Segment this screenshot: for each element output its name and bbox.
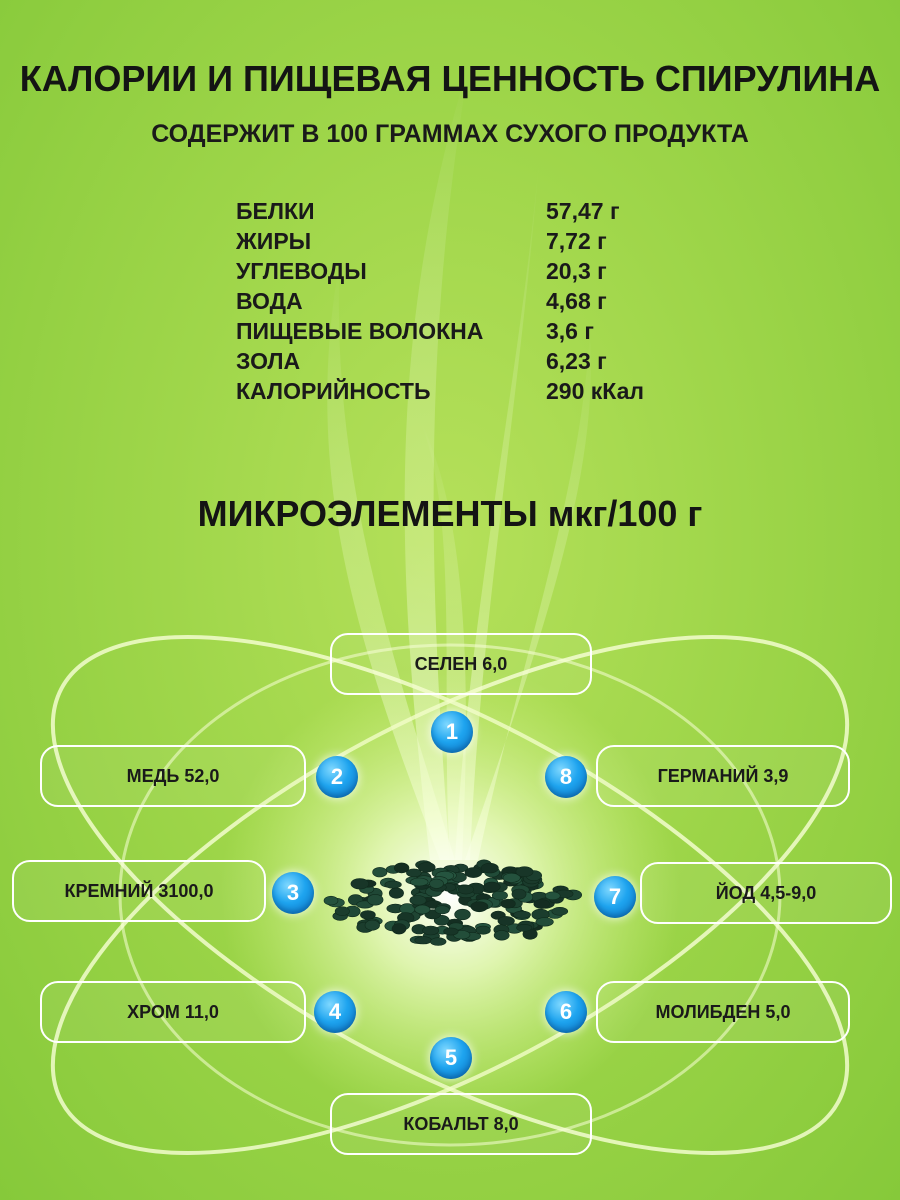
tablet (481, 863, 498, 873)
tablet (415, 905, 430, 914)
nutrition-row (236, 318, 696, 348)
nutrient-value: 20,3 г (546, 258, 607, 284)
tablet (392, 924, 406, 935)
element-label: КОБАЛЬТ 8,0 (403, 1113, 519, 1134)
nutrient-value: 6,23 г (546, 348, 607, 374)
element-label: ГЕРМАНИЙ 3,9 (657, 765, 789, 786)
tablet (367, 894, 383, 905)
nutrient-value: 290 кКал (546, 378, 644, 404)
tablet (516, 867, 533, 877)
nutrient-name: КАЛОРИЙНОСТЬ (236, 378, 431, 404)
number-badge: 8 (545, 756, 587, 798)
tablet (406, 869, 421, 877)
tablet (458, 885, 474, 894)
tablet (351, 879, 369, 890)
tablet (335, 907, 349, 916)
number-badge: 1 (431, 711, 473, 753)
nutrient-value: 3,6 г (546, 318, 594, 344)
nutrient-name: ВОДА (236, 288, 303, 314)
number-badge: 4 (314, 991, 356, 1033)
element-label: МЕДЬ 52,0 (126, 765, 220, 786)
tablet (494, 930, 509, 940)
element-label: КРЕМНИЙ 3100,0 (64, 880, 214, 901)
tablet (465, 868, 482, 878)
element-box-selenium (330, 633, 592, 695)
tablet (552, 907, 568, 915)
tablet (455, 909, 471, 920)
tablet (498, 916, 515, 925)
nutrition-row (236, 228, 696, 258)
element-label: СЕЛЕН 6,0 (414, 653, 508, 674)
spirulina-tablets-image (320, 845, 590, 955)
tablet (410, 896, 426, 906)
nutrition-table (236, 198, 696, 408)
tablet (536, 918, 554, 927)
tablet (389, 888, 403, 898)
tablet (410, 878, 428, 886)
tablet (484, 882, 501, 892)
number-badge: 6 (545, 991, 587, 1033)
element-box-copper (40, 745, 306, 807)
tablet (415, 937, 432, 944)
element-label: ХРОМ 11,0 (127, 1001, 219, 1022)
page-subtitle: СОДЕРЖИТ В 100 ГРАММАХ СУХОГО ПРОДУКТА (151, 120, 749, 148)
tablet (545, 892, 560, 900)
element-label: ЙОД 4,5-9,0 (715, 882, 817, 903)
tablet (517, 924, 532, 931)
nutrient-value: 4,68 г (546, 288, 607, 314)
nutrition-row (236, 198, 696, 228)
tablet (444, 928, 459, 935)
tablet (365, 920, 380, 930)
nutrient-name: ЗОЛА (236, 348, 301, 374)
number-badge: 3 (272, 872, 314, 914)
number-badge: 2 (316, 756, 358, 798)
tablet (514, 911, 531, 918)
tablet (430, 879, 444, 888)
tablet (534, 899, 550, 908)
tablet (512, 889, 526, 899)
element-box-chromium (40, 981, 306, 1043)
element-label: МОЛИБДЕН 5,0 (655, 1001, 791, 1022)
tablet (418, 862, 435, 872)
tablet (360, 911, 375, 920)
nutrient-name: ЖИРЫ (236, 228, 312, 254)
tablet (501, 899, 516, 908)
element-box-silicon (12, 860, 266, 922)
page-title: КАЛОРИИ И ПИЩЕВАЯ ЦЕННОСТЬ СПИРУЛИНА (19, 58, 881, 99)
nutrient-value: 57,47 г (546, 198, 620, 224)
tablet (385, 881, 402, 888)
nutrient-name: БЕЛКИ (236, 198, 315, 224)
number-badge: 7 (594, 876, 636, 918)
nutrition-row (236, 378, 696, 408)
tablet (492, 891, 507, 900)
element-box-molybdenum (596, 981, 850, 1043)
tablet (423, 926, 439, 935)
microelements-title: МИКРОЭЛЕМЕНТЫ мкг/100 г (197, 493, 703, 534)
tablet (435, 906, 450, 914)
nutrient-name: УГЛЕВОДЫ (236, 258, 367, 284)
element-box-cobalt (330, 1093, 592, 1155)
number-badge: 5 (430, 1037, 472, 1079)
tablet (373, 867, 387, 877)
tablet (476, 926, 490, 934)
nutrient-name: ПИЩЕВЫЕ ВОЛОКНА (236, 318, 484, 344)
element-box-iodine (640, 862, 892, 924)
nutrition-row (236, 348, 696, 378)
nutrition-row (236, 288, 696, 318)
tablet (430, 938, 446, 946)
element-box-germanium (596, 745, 850, 807)
tablet (471, 902, 488, 912)
tablet (324, 896, 338, 905)
nutrient-value: 7,72 г (546, 228, 607, 254)
nutrition-row (236, 258, 696, 288)
